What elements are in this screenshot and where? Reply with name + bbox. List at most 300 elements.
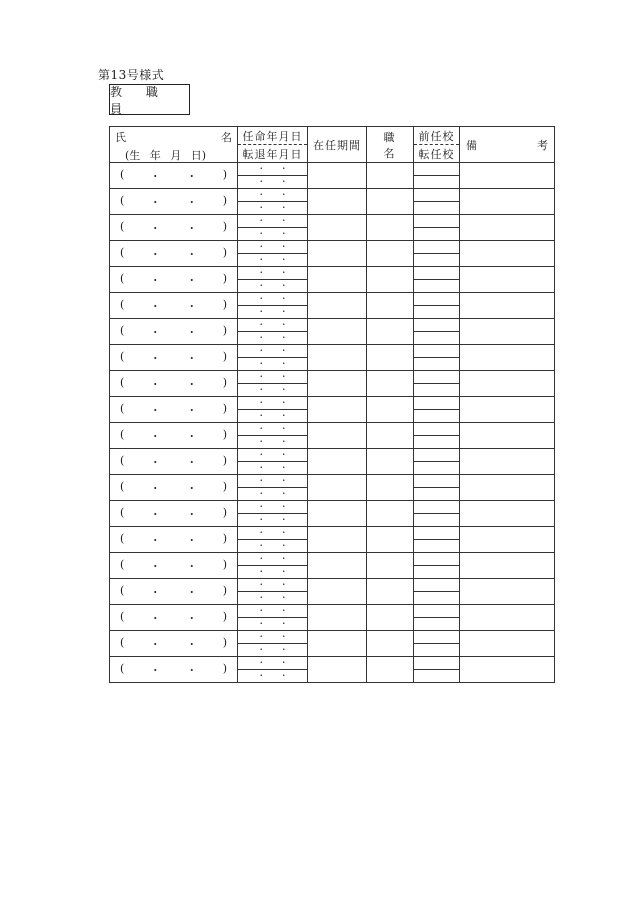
- dob-field: [120, 584, 227, 600]
- dob-field: [120, 220, 227, 236]
- appointed-date-cell[interactable]: ・ ・: [238, 579, 308, 592]
- period-cell[interactable]: [308, 215, 367, 241]
- next-school-cell[interactable]: [414, 514, 460, 527]
- post-cell[interactable]: [367, 163, 414, 189]
- post-cell[interactable]: [367, 579, 414, 605]
- dob-dot: ・: [149, 586, 161, 599]
- post-cell[interactable]: [367, 189, 414, 215]
- staff-roster-table: [109, 126, 555, 683]
- next-school-cell[interactable]: [414, 280, 460, 293]
- dob-open: (: [120, 584, 125, 597]
- post-cell[interactable]: [367, 293, 414, 319]
- dob-dot: ・: [149, 560, 161, 573]
- dob-dot: ・: [186, 456, 198, 469]
- next-school-cell[interactable]: [414, 540, 460, 553]
- transfer-date-cell[interactable]: ・ ・: [238, 176, 308, 189]
- dob-dot: ・: [186, 196, 198, 209]
- dob-close: ): [222, 428, 227, 441]
- table-row: [110, 449, 555, 462]
- name-cell[interactable]: [110, 319, 238, 345]
- prev-school-cell[interactable]: [414, 579, 460, 592]
- dob-dot: ・: [186, 170, 198, 183]
- period-cell[interactable]: [308, 527, 367, 553]
- appointed-date-cell[interactable]: ・ ・: [238, 605, 308, 618]
- dob-open: (: [120, 662, 125, 675]
- appointed-date-cell[interactable]: ・ ・: [238, 345, 308, 358]
- prev-school-cell[interactable]: [414, 241, 460, 254]
- table-row: [110, 631, 555, 644]
- dob-close: ): [222, 480, 227, 493]
- dob-dot: ・: [149, 300, 161, 313]
- table-row: [110, 423, 555, 436]
- appointed-date-cell[interactable]: ・ ・: [238, 423, 308, 436]
- dob-dot: ・: [149, 352, 161, 365]
- next-school-cell[interactable]: [414, 592, 460, 605]
- post-cell[interactable]: [367, 319, 414, 345]
- name-cell[interactable]: [110, 345, 238, 371]
- period-cell[interactable]: [308, 449, 367, 475]
- transfer-date-cell[interactable]: ・ ・: [238, 384, 308, 397]
- transfer-date-cell[interactable]: ・ ・: [238, 280, 308, 293]
- appointed-date-cell[interactable]: ・ ・: [238, 267, 308, 280]
- name-cell[interactable]: [110, 423, 238, 449]
- period-cell[interactable]: [308, 371, 367, 397]
- header-name: [110, 127, 238, 163]
- period-cell[interactable]: [308, 579, 367, 605]
- period-cell[interactable]: [308, 293, 367, 319]
- appointed-date-cell[interactable]: ・ ・: [238, 501, 308, 514]
- name-cell[interactable]: [110, 657, 238, 683]
- post-cell[interactable]: [367, 501, 414, 527]
- next-school-cell[interactable]: [414, 462, 460, 475]
- dob-field: [120, 298, 227, 314]
- transfer-date-cell[interactable]: ・ ・: [238, 566, 308, 579]
- dob-field: [120, 402, 227, 418]
- dob-close: ): [222, 402, 227, 415]
- next-school-cell[interactable]: [414, 566, 460, 579]
- dob-open: (: [120, 480, 125, 493]
- category-label: 教 職 員: [110, 84, 168, 116]
- dob-field: [120, 662, 227, 678]
- appointed-date-cell[interactable]: ・ ・: [238, 371, 308, 384]
- table-row: [110, 189, 555, 202]
- table-row: [110, 163, 555, 176]
- name-cell[interactable]: [110, 293, 238, 319]
- dob-close: ): [222, 506, 227, 519]
- form-number: 第13号様式: [98, 68, 165, 82]
- post-cell[interactable]: [367, 657, 414, 683]
- header-next-school: 転任校: [418, 147, 455, 161]
- remarks-cell[interactable]: [460, 215, 555, 241]
- dob-open: (: [120, 324, 125, 337]
- prev-school-cell[interactable]: [414, 605, 460, 618]
- header-prev-school: 前任校: [414, 127, 459, 145]
- transfer-date-cell[interactable]: ・ ・: [238, 358, 308, 371]
- dob-dot: ・: [149, 222, 161, 235]
- post-cell[interactable]: [367, 423, 414, 449]
- header-row: [110, 127, 555, 163]
- table-row: [110, 527, 555, 540]
- next-school-cell[interactable]: [414, 436, 460, 449]
- period-cell[interactable]: [308, 553, 367, 579]
- prev-school-cell[interactable]: [414, 397, 460, 410]
- dob-dot: ・: [149, 612, 161, 625]
- dob-field: [120, 376, 227, 392]
- dob-close: ): [222, 558, 227, 571]
- remarks-cell[interactable]: [460, 579, 555, 605]
- dob-field: [120, 506, 227, 522]
- dob-close: ): [222, 194, 227, 207]
- remarks-cell[interactable]: [460, 163, 555, 189]
- appointed-date-cell[interactable]: ・ ・: [238, 631, 308, 644]
- remarks-cell[interactable]: [460, 241, 555, 267]
- dob-open: (: [120, 428, 125, 441]
- post-cell[interactable]: [367, 241, 414, 267]
- appointed-date-cell[interactable]: ・ ・: [238, 553, 308, 566]
- next-school-cell[interactable]: [414, 202, 460, 215]
- transfer-date-cell[interactable]: ・ ・: [238, 670, 308, 683]
- header-transfer-date: 転退年月日: [242, 147, 303, 161]
- prev-school-cell[interactable]: [414, 163, 460, 176]
- next-school-cell[interactable]: [414, 332, 460, 345]
- dob-dot: ・: [186, 404, 198, 417]
- prev-school-cell[interactable]: [414, 657, 460, 670]
- prev-school-cell[interactable]: [414, 501, 460, 514]
- remarks-cell[interactable]: [460, 501, 555, 527]
- table-row: [110, 215, 555, 228]
- transfer-date-cell[interactable]: ・ ・: [238, 332, 308, 345]
- name-cell[interactable]: [110, 371, 238, 397]
- remarks-cell[interactable]: [460, 371, 555, 397]
- table-row: [110, 501, 555, 514]
- transfer-date-cell[interactable]: ・ ・: [238, 592, 308, 605]
- appointed-date-cell[interactable]: ・ ・: [238, 527, 308, 540]
- period-cell[interactable]: [308, 605, 367, 631]
- dob-open: (: [120, 350, 125, 363]
- transfer-date-cell[interactable]: ・ ・: [238, 540, 308, 553]
- appointed-date-cell[interactable]: ・ ・: [238, 215, 308, 228]
- post-cell[interactable]: [367, 605, 414, 631]
- header-dob: (生 年 月 日): [125, 149, 207, 162]
- post-cell[interactable]: [367, 397, 414, 423]
- appointed-date-cell[interactable]: ・ ・: [238, 241, 308, 254]
- dob-dot: ・: [149, 404, 161, 417]
- transfer-date-cell[interactable]: ・ ・: [238, 306, 308, 319]
- dob-open: (: [120, 168, 125, 181]
- dob-open: (: [120, 298, 125, 311]
- period-cell[interactable]: [308, 475, 367, 501]
- dob-open: (: [120, 558, 125, 571]
- prev-school-cell[interactable]: [414, 449, 460, 462]
- dob-dot: ・: [186, 612, 198, 625]
- name-cell[interactable]: [110, 241, 238, 267]
- appointed-date-cell[interactable]: ・ ・: [238, 475, 308, 488]
- transfer-date-cell[interactable]: ・ ・: [238, 436, 308, 449]
- dob-dot: ・: [186, 482, 198, 495]
- remarks-cell[interactable]: [460, 527, 555, 553]
- dob-close: ): [222, 246, 227, 259]
- dob-dot: ・: [149, 170, 161, 183]
- dob-dot: ・: [149, 664, 161, 677]
- dob-close: ): [222, 298, 227, 311]
- remarks-cell[interactable]: [460, 423, 555, 449]
- table-row: [110, 605, 555, 618]
- transfer-date-cell[interactable]: ・ ・: [238, 488, 308, 501]
- dob-close: ): [222, 272, 227, 285]
- dob-dot: ・: [149, 196, 161, 209]
- name-cell[interactable]: [110, 449, 238, 475]
- remarks-cell[interactable]: [460, 475, 555, 501]
- appointed-date-cell[interactable]: ・ ・: [238, 293, 308, 306]
- table-row: [110, 579, 555, 592]
- remarks-cell[interactable]: [460, 605, 555, 631]
- post-cell[interactable]: [367, 449, 414, 475]
- period-cell[interactable]: [308, 631, 367, 657]
- remarks-cell[interactable]: [460, 319, 555, 345]
- post-cell[interactable]: [367, 475, 414, 501]
- dob-field: [120, 324, 227, 340]
- dob-dot: ・: [149, 508, 161, 521]
- transfer-date-cell[interactable]: ・ ・: [238, 514, 308, 527]
- dob-dot: ・: [149, 248, 161, 261]
- period-cell[interactable]: [308, 163, 367, 189]
- next-school-cell[interactable]: [414, 306, 460, 319]
- dob-dot: ・: [149, 274, 161, 287]
- dob-dot: ・: [186, 508, 198, 521]
- transfer-date-cell[interactable]: ・ ・: [238, 202, 308, 215]
- next-school-cell[interactable]: [414, 410, 460, 423]
- roster-body: [110, 163, 555, 683]
- remarks-cell[interactable]: [460, 449, 555, 475]
- remarks-cell[interactable]: [460, 657, 555, 683]
- dob-field: [120, 636, 227, 652]
- dob-dot: ・: [186, 534, 198, 547]
- name-cell[interactable]: [110, 215, 238, 241]
- name-cell[interactable]: [110, 163, 238, 189]
- period-cell[interactable]: [308, 319, 367, 345]
- period-cell[interactable]: [308, 397, 367, 423]
- table-row: [110, 397, 555, 410]
- name-cell[interactable]: [110, 475, 238, 501]
- next-school-cell[interactable]: [414, 228, 460, 241]
- remarks-cell[interactable]: [460, 631, 555, 657]
- name-cell[interactable]: [110, 579, 238, 605]
- dob-close: ): [222, 376, 227, 389]
- dob-dot: ・: [186, 430, 198, 443]
- dob-dot: ・: [186, 222, 198, 235]
- dob-field: [120, 246, 227, 262]
- dob-open: (: [120, 636, 125, 649]
- appointed-date-cell[interactable]: ・ ・: [238, 189, 308, 202]
- next-school-cell[interactable]: [414, 254, 460, 267]
- dob-field: [120, 454, 227, 470]
- dob-dot: ・: [186, 326, 198, 339]
- prev-school-cell[interactable]: [414, 371, 460, 384]
- dob-open: (: [120, 610, 125, 623]
- dob-field: [120, 610, 227, 626]
- prev-school-cell[interactable]: [414, 527, 460, 540]
- remarks-cell[interactable]: [460, 553, 555, 579]
- period-cell[interactable]: [308, 657, 367, 683]
- dob-dot: ・: [186, 560, 198, 573]
- appointed-date-cell[interactable]: ・ ・: [238, 319, 308, 332]
- header-remarks-left: 備: [466, 139, 477, 152]
- dob-open: (: [120, 506, 125, 519]
- table-row: [110, 319, 555, 332]
- header-period: 在任期間: [308, 127, 367, 163]
- post-cell[interactable]: [367, 215, 414, 241]
- dob-field: [120, 194, 227, 210]
- prev-school-cell[interactable]: [414, 293, 460, 306]
- prev-school-cell[interactable]: [414, 423, 460, 436]
- dob-field: [120, 272, 227, 288]
- name-cell[interactable]: [110, 605, 238, 631]
- transfer-date-cell[interactable]: ・ ・: [238, 410, 308, 423]
- dob-dot: ・: [149, 430, 161, 443]
- dob-close: ): [222, 636, 227, 649]
- header-name-left: 氏: [115, 131, 126, 144]
- transfer-date-cell[interactable]: ・ ・: [238, 462, 308, 475]
- transfer-date-cell[interactable]: ・ ・: [238, 228, 308, 241]
- dob-dot: ・: [149, 638, 161, 651]
- dob-open: (: [120, 454, 125, 467]
- prev-school-cell[interactable]: [414, 267, 460, 280]
- post-cell[interactable]: [367, 267, 414, 293]
- dob-dot: ・: [149, 534, 161, 547]
- dob-dot: ・: [186, 638, 198, 651]
- table-row: [110, 293, 555, 306]
- dob-dot: ・: [186, 586, 198, 599]
- prev-school-cell[interactable]: [414, 345, 460, 358]
- name-cell[interactable]: [110, 631, 238, 657]
- header-name-right: 名: [221, 131, 232, 144]
- table-row: [110, 553, 555, 566]
- dob-close: ): [222, 220, 227, 233]
- next-school-cell[interactable]: [414, 670, 460, 683]
- period-cell[interactable]: [308, 241, 367, 267]
- table-row: [110, 241, 555, 254]
- post-cell[interactable]: [367, 527, 414, 553]
- remarks-cell[interactable]: [460, 345, 555, 371]
- header-post: 職 名: [367, 127, 414, 163]
- appointed-date-cell[interactable]: ・ ・: [238, 657, 308, 670]
- dob-dot: ・: [149, 456, 161, 469]
- name-cell[interactable]: [110, 267, 238, 293]
- dob-close: ): [222, 324, 227, 337]
- table-row: [110, 475, 555, 488]
- name-cell[interactable]: [110, 189, 238, 215]
- header-remarks-right: 考: [537, 139, 548, 152]
- dob-dot: ・: [149, 482, 161, 495]
- appointed-date-cell[interactable]: ・ ・: [238, 163, 308, 176]
- name-cell[interactable]: [110, 553, 238, 579]
- appointed-date-cell[interactable]: ・ ・: [238, 397, 308, 410]
- dob-field: [120, 532, 227, 548]
- prev-school-cell[interactable]: [414, 475, 460, 488]
- dob-dot: ・: [186, 248, 198, 261]
- next-school-cell[interactable]: [414, 384, 460, 397]
- dob-close: ): [222, 168, 227, 181]
- dob-field: [120, 558, 227, 574]
- dob-close: ): [222, 350, 227, 363]
- post-cell[interactable]: [367, 371, 414, 397]
- table-row: [110, 345, 555, 358]
- transfer-date-cell[interactable]: ・ ・: [238, 618, 308, 631]
- dob-open: (: [120, 194, 125, 207]
- transfer-date-cell[interactable]: ・ ・: [238, 254, 308, 267]
- next-school-cell[interactable]: [414, 358, 460, 371]
- post-cell[interactable]: [367, 553, 414, 579]
- appointed-date-cell[interactable]: ・ ・: [238, 449, 308, 462]
- transfer-date-cell[interactable]: ・ ・: [238, 644, 308, 657]
- next-school-cell[interactable]: [414, 488, 460, 501]
- table-row: [110, 267, 555, 280]
- name-cell[interactable]: [110, 501, 238, 527]
- dob-field: [120, 480, 227, 496]
- name-cell[interactable]: [110, 397, 238, 423]
- next-school-cell[interactable]: [414, 176, 460, 189]
- next-school-cell[interactable]: [414, 644, 460, 657]
- dob-open: (: [120, 532, 125, 545]
- header-schools: [414, 127, 460, 163]
- dob-dot: ・: [186, 274, 198, 287]
- period-cell[interactable]: [308, 189, 367, 215]
- dob-dot: ・: [186, 352, 198, 365]
- name-cell[interactable]: [110, 527, 238, 553]
- post-cell[interactable]: [367, 631, 414, 657]
- header-dates: [238, 127, 308, 163]
- table-row: [110, 657, 555, 670]
- dob-field: [120, 168, 227, 184]
- header-appointed-date: 任命年月日: [238, 127, 307, 145]
- dob-close: ): [222, 532, 227, 545]
- next-school-cell[interactable]: [414, 618, 460, 631]
- dob-open: (: [120, 220, 125, 233]
- remarks-cell[interactable]: [460, 397, 555, 423]
- dob-close: ): [222, 454, 227, 467]
- prev-school-cell[interactable]: [414, 319, 460, 332]
- dob-dot: ・: [149, 378, 161, 391]
- dob-field: [120, 350, 227, 366]
- table-row: [110, 371, 555, 384]
- remarks-cell[interactable]: [460, 189, 555, 215]
- period-cell[interactable]: [308, 423, 367, 449]
- prev-school-cell[interactable]: [414, 215, 460, 228]
- category-box: [109, 84, 190, 115]
- dob-close: ): [222, 662, 227, 675]
- period-cell[interactable]: [308, 267, 367, 293]
- post-cell[interactable]: [367, 345, 414, 371]
- dob-open: (: [120, 376, 125, 389]
- prev-school-cell[interactable]: [414, 553, 460, 566]
- remarks-cell[interactable]: [460, 267, 555, 293]
- header-remarks: [460, 127, 555, 163]
- dob-open: (: [120, 246, 125, 259]
- dob-close: ): [222, 584, 227, 597]
- remarks-cell[interactable]: [460, 293, 555, 319]
- period-cell[interactable]: [308, 501, 367, 527]
- dob-dot: ・: [149, 326, 161, 339]
- dob-close: ): [222, 610, 227, 623]
- dob-open: (: [120, 272, 125, 285]
- dob-dot: ・: [186, 378, 198, 391]
- prev-school-cell[interactable]: [414, 189, 460, 202]
- dob-field: [120, 428, 227, 444]
- prev-school-cell[interactable]: [414, 631, 460, 644]
- period-cell[interactable]: [308, 345, 367, 371]
- dob-open: (: [120, 402, 125, 415]
- dob-dot: ・: [186, 300, 198, 313]
